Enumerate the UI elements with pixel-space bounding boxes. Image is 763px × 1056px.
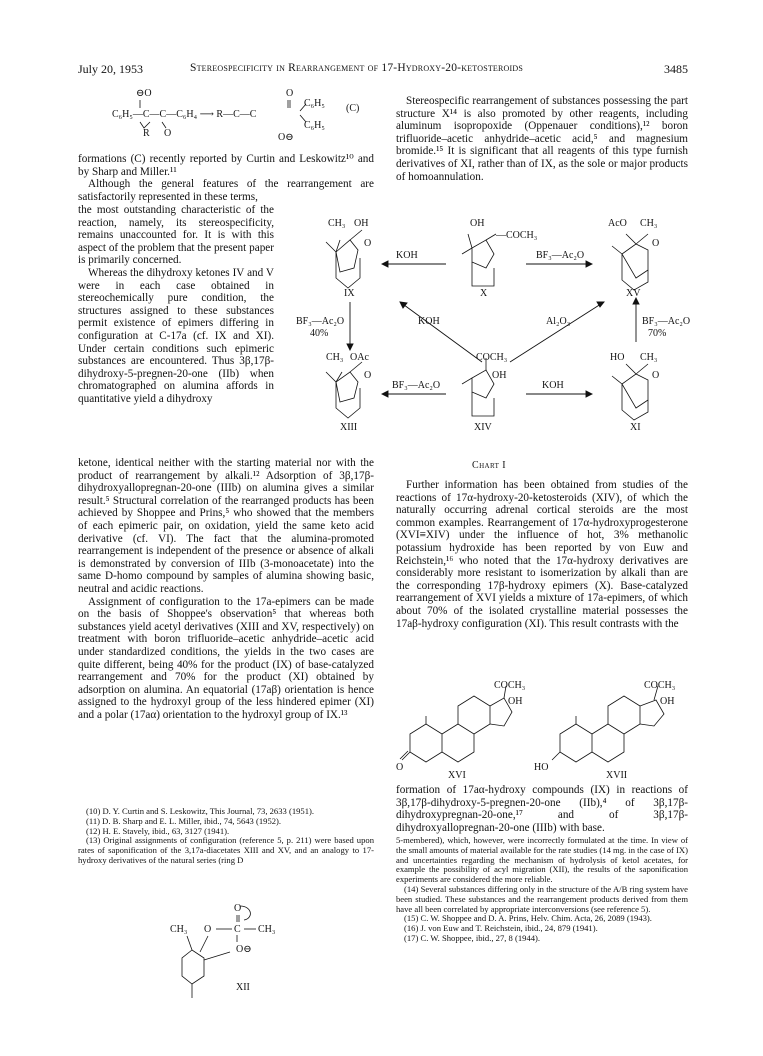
page-number: 3485 — [664, 62, 688, 76]
footnote: 5-membered), which, however, were incorrectly formulated at the time. In view of the small amounts of material available for the rate studies (14 mg. in the case of IX) and uncertainties regarding the mechanism of hydrolysis of ketol acetates, for example the possibility of acyl migration (XII), the results of the saponification experiments are considered the more reliable. — [396, 835, 688, 885]
right-column-middle — [396, 479, 688, 630]
scheme-c-label: (C) — [346, 103, 360, 114]
footnote: (13) Original assignments of configuration (reference 5, p. 211) were based upon rates of saponification of the 3,17a-diacetates XIII and XV, and an analogy to 17-hydroxy derivatives of the natural series (ring D — [78, 835, 374, 865]
right-footnotes — [396, 836, 688, 944]
reagent-bf3: BF₃—Ac₂O — [536, 250, 585, 261]
structure-xvi — [400, 686, 512, 762]
header-date: July 20, 1953 — [78, 62, 144, 76]
reagent-koh: KOH — [542, 380, 564, 391]
label-xiv: XIV — [474, 422, 492, 433]
structure-ix — [326, 230, 362, 288]
label-aco: AcO — [608, 218, 627, 229]
yield-40: 40% — [310, 328, 329, 339]
right-column-top — [396, 95, 688, 183]
xvii-coch3: COCH₃ — [644, 680, 676, 691]
label-ch3: CH₃ — [328, 218, 346, 229]
footnote: (14) Several substances differing only in the structure of the A/B ring system have been studied. These substances and the rearrangement products derived from them have all been correlated by appropriate interconversions (see reference 5). — [396, 883, 688, 914]
running-header — [78, 62, 688, 78]
reagent-al2o3: Al₂O₃ — [546, 316, 571, 327]
paragraph: the most outstanding characteristic of the reaction, namely, its stereospecificity, remains unaccounted for. It is with this aspect of the problem that the present paper is primarily concerned. — [78, 204, 274, 267]
chart-caption: Chart I — [472, 460, 506, 471]
label-xvi: XVI — [448, 770, 466, 781]
xvii-oh: OH — [660, 696, 675, 707]
structure-x — [462, 234, 496, 286]
paragraph: Although the general features of the rearrangement are satisfactorily represented in these terms, — [78, 178, 374, 203]
scheme-c-ominus2: O⊖ — [278, 132, 294, 143]
structure-xvii — [552, 686, 664, 762]
label-o: O — [364, 370, 372, 381]
paragraph: Stereospecific rearrangement of substances possessing the part structure X¹⁴ is also promoted by other reagents, including aluminum isopropoxide (Oppenauer conditions),¹² boron trifluoride–acetic anhydride–acetic acid,⁵ and magnesium bromide.¹⁵ It is significant that all reagents of this type furnish derivatives of XI, rather than of IX, as the sole or major products of homoannulation. — [396, 95, 688, 183]
label-xv: XV — [626, 288, 641, 299]
label-ho: HO — [610, 352, 625, 363]
reagent-koh: KOH — [396, 250, 418, 261]
scheme-c-o: O — [164, 128, 172, 139]
label-xiii: XIII — [340, 422, 358, 433]
xii-ch3-left: CH₃ — [170, 924, 188, 935]
label-xi: XI — [630, 422, 641, 433]
label-ix: IX — [344, 288, 355, 299]
header-title: Stereospecificity in Rearrangement of 17-Hydroxy-20-ketosteroids — [190, 62, 524, 74]
reagent-bf3: BF₃—Ac₂O — [642, 316, 691, 327]
label-ch3: CH₃ — [640, 352, 658, 363]
left-column-top — [78, 153, 374, 203]
paragraph: ketone, identical neither with the starting material nor with the product of rearrangement by alkali.¹² Adsorption of 3β,17β-dihydroxyallopregnan-20-one (IIIb) on alumina gives a similar result.⁵ Structural correlation of the rearranged products has been achieved by Shoppee and Prins,⁵ who showed that the members of each epimeric pair, on oxidation, yield the same keto acid derivative (cf. VI). The fact that the alumina-promoted rearrangement is independent of the presence or absence of alkali is demonstrated by conversion of IIIb (3-monoacetate) into the same D-homo compound by samples of alumina showing basic, neutral and acidic reactions. — [78, 457, 374, 595]
footnote: (16) J. von Euw and T. Reichstein, ibid., 24, 879 (1941). — [404, 923, 598, 934]
label-x: X — [480, 288, 488, 299]
footnote: (12) H. E. Stavely, ibid., 63, 3127 (1941). — [86, 825, 230, 836]
label-ch3: CH₃ — [640, 218, 658, 229]
footnote: (15) C. W. Shoppee and D. A. Prins, Helv. Chim. Acta, 26, 2089 (1943). — [404, 913, 652, 924]
xvi-o: O — [396, 762, 404, 773]
label-coch3: —COCH₃ — [496, 230, 538, 241]
xii-label: XII — [236, 982, 250, 993]
reagent-bf3: BF₃—Ac₂O — [392, 380, 441, 391]
structure-xiii — [326, 362, 362, 418]
xvi-oh: OH — [508, 696, 523, 707]
paragraph: Whereas the dihydroxy ketones IV and V were in each case obtained in stereochemically pure condition, the structures assigned to these substances permit existence of epimers differing in configuration at C-17a (cf. IX and XI). Under certain conditions such epimeric substances are encountered. Thus 3β,17β-dihydroxy-5-pregnen-20-one (IIb) when chromatographed on alumina affords in quantitative yield a dihydroxy — [78, 266, 274, 405]
structure-xiv — [462, 358, 494, 416]
footnote: (17) C. W. Shoppee, ibid., 27, 8 (1944). — [404, 932, 541, 943]
xvii-ho: HO — [534, 762, 549, 773]
xii-ominus: O⊖ — [236, 944, 252, 955]
structure-xii — [160, 900, 310, 1022]
paragraph: formations (C) recently reported by Curtin and Leskowitz¹⁰ and by Sharp and Miller.¹¹ — [78, 153, 374, 178]
label-oh: OH — [354, 218, 369, 229]
scheme-c-ominus: ⊖O — [136, 88, 152, 99]
left-column-bottom — [78, 457, 374, 721]
structure-xv — [612, 234, 648, 290]
label-o: O — [652, 370, 660, 381]
yield-70: 70% — [648, 328, 667, 339]
xii-ch3-right: CH₃ — [258, 924, 276, 935]
reagent-bf3: BF₃—Ac₂O — [296, 316, 345, 327]
label-oac: OAc — [350, 352, 369, 363]
right-column-bottom — [396, 784, 688, 834]
scheme-c-r: R — [143, 128, 150, 139]
label-ch3: CH₃ — [326, 352, 344, 363]
reagent-koh: KOH — [418, 316, 440, 327]
chart-i — [296, 212, 696, 452]
footnote: (10) D. Y. Curtin and S. Leskowitz, This Journal, 73, 2633 (1951). — [86, 806, 315, 816]
paragraph: Assignment of configuration to the 17a-epimers can be made on the basis of Shoppee's observation⁵ that whereas both substances yield acetyl derivatives (XIII and XV, respectively) on treatment with boron trifluoride–acetic anhydride–acetic acid under standardized conditions, the yields in the two cases are quite different, being 40% for the product (IX) of base-catalyzed rearrangement and 70% for the product (XI) obtained by adsorption on alumina. An equatorial (17aβ) orientation is hence assigned to the hydroxyl group of the less hindered epimer (XI) and a polar (17aα) orientation to the hydroxyl group of IX.¹³ — [78, 595, 374, 721]
scheme-c-formula: C₆H₅—C—C—C₆H₄ ⟶ R—C—C — [112, 109, 257, 120]
scheme-c — [100, 84, 380, 146]
xii-o-mid: O — [204, 924, 212, 935]
label-xvii: XVII — [606, 770, 628, 781]
left-column-narrow — [78, 204, 274, 406]
left-footnotes — [78, 807, 374, 866]
scheme-c-group2: C₆H₅ — [304, 120, 325, 131]
scheme-c-otop: O — [286, 88, 294, 99]
paragraph: Further information has been obtained from studies of the reactions of 17α-hydroxy-20-ketosteroids (XIV), of which the naturally occurring adrenal cortical steroids are the most common examples. Rearrangement of 17α-hydroxyprogesterone (XVI≡XIV) under the influence of hot, 3% methanolic potassium hydroxide has been reported by von Euw and Reichstein,¹⁶ who noted that the 17α-hydroxy derivatives are considerably more resistant to isomerization by alkali than are the corresponding 17β-hydroxy epimers (X). Base-catalyzed rearrangement of XVI yields a mixture of 17a-epimers, of which about 70% of the isolated crystalline material possesses the 17aβ-hydroxy configuration (XI). This result contrasts with the — [396, 479, 688, 630]
scheme-c-group1: C₆H₅ — [304, 98, 325, 109]
label-oh: OH — [470, 218, 485, 229]
structure-xi — [612, 364, 648, 420]
label-oh: OH — [492, 370, 507, 381]
label-o: O — [652, 238, 660, 249]
footnote: (11) D. B. Sharp and E. L. Miller, ibid., 74, 5643 (1952). — [86, 815, 282, 826]
xii-o-top: O — [234, 903, 242, 914]
label-coch3b: COCH₃ — [476, 352, 508, 363]
paragraph: formation of 17aα-hydroxy compounds (IX) in reactions of 3β,17β-dihydroxy-5-pregnen-20-one (IIb),⁴ of 3β,17β-dihydroxypregnan-20-one,¹⁷ and of 3β,17β-dihydroxyallopregnan-20-one (IIIb) with base. — [396, 784, 688, 834]
label-o: O — [364, 238, 372, 249]
xvi-coch3: COCH₃ — [494, 680, 526, 691]
steroids-xvi-xvii — [396, 678, 688, 782]
xii-c: C — [234, 924, 241, 935]
